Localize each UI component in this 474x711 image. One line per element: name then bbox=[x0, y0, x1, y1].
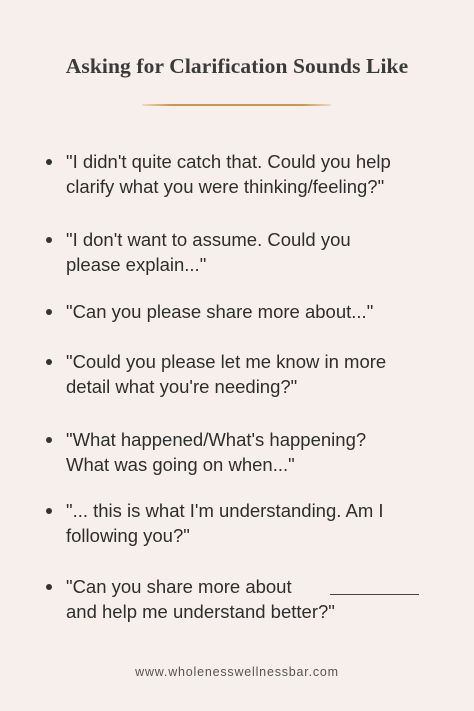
bullet-icon bbox=[46, 437, 52, 443]
list-item-text: "What happened/What's happening? What was going on when..." bbox=[66, 429, 367, 475]
list-item-text: "... this is what I'm understanding. Am I following you?" bbox=[66, 500, 384, 546]
bullet-icon bbox=[46, 159, 52, 165]
list-item-text: "I don't want to assume. Could you please explain..." bbox=[66, 229, 351, 275]
list-item-text: "Can you share more about and help me understand better?" bbox=[66, 576, 335, 622]
list-item-text: "Can you please share more about..." bbox=[66, 301, 374, 322]
page-title: Asking for Clarification Sounds Like bbox=[65, 54, 409, 78]
list-item-text: "I didn't quite catch that. Could you help clarify what you were thinking/feeling?" bbox=[66, 151, 391, 197]
bullet-icon bbox=[46, 508, 52, 514]
bullet-icon bbox=[46, 309, 52, 315]
bullet-icon bbox=[46, 584, 52, 590]
list-item-text: "Could you please let me know in more detail what you're needing?" bbox=[66, 351, 387, 397]
bullet-icon bbox=[46, 237, 52, 243]
bullet-icon bbox=[46, 359, 52, 365]
website-footer: www.wholenesswellnessbar.com bbox=[135, 665, 339, 679]
fill-in-blank-line bbox=[330, 594, 419, 595]
